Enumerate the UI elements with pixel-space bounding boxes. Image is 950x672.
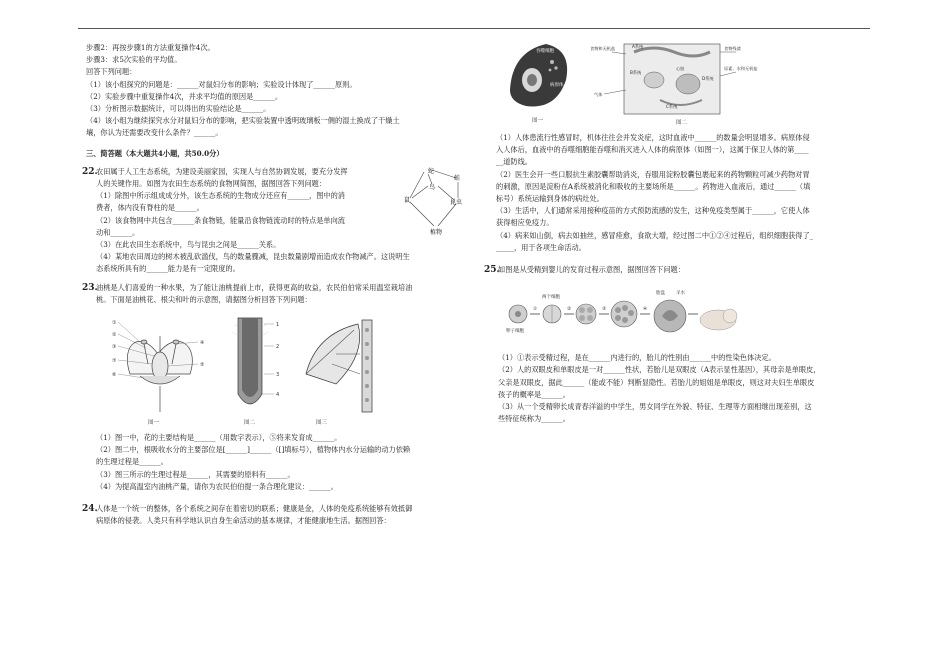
root-callout: 2: [276, 344, 280, 351]
figure-label: ③: [602, 307, 607, 313]
text-line: （1）图一中，花的主要结构是______（用数字表示），⑤将来发育成______。: [96, 433, 342, 443]
flower-callout: ④: [200, 340, 205, 347]
text-line: （3）分析图示数据统计，可以得出的实验结论是______。: [86, 104, 271, 114]
figure-label: 胎盘: [656, 291, 665, 297]
text-line: 孩子的概率是______。: [498, 389, 570, 399]
figure-label: 心脏: [676, 66, 685, 71]
text-line: （1）①表示受精过程，是在______内进行的，胎儿的性别由______中的性染色体决定。: [498, 353, 776, 363]
text-line: 步骤2：再按步骤1的方法重复操作4次。: [86, 43, 215, 52]
question-number: 22.: [82, 166, 98, 177]
root-callout: 3: [276, 372, 280, 379]
figure-label: 羊水: [676, 291, 685, 297]
text-line: 的刺激，原因是淀粉在A系统被消化和吸收的主要场所是______。药物进入血液后，通过______（填: [496, 181, 811, 191]
flower-callout: ⑦: [112, 358, 117, 365]
question-22: [82, 166, 476, 276]
text-line: 农田属于人工生态系统，为建设美丽家园，实现人与自然协调发展，要充分发挥: [96, 166, 348, 176]
flower-callout: ③: [112, 344, 117, 351]
text-line: （2）图二中，根吸收水分的主要部位是[______]______（[]填标号），植物体内水分运输的动力依赖: [96, 445, 411, 455]
plant-figures: [96, 314, 476, 432]
section-heading: 三、简答题（本大题共4小题，共50.0分）: [86, 148, 224, 158]
text-line: 动和______。: [96, 227, 140, 237]
text-line: 的生理过程是______。: [96, 457, 168, 467]
text-line: 标号）系统运输到身体的病灶处。: [496, 194, 604, 204]
question-23: [82, 282, 476, 493]
text-line: （1）人体患流行性感冒时，机体往往会并发炎症，这时血液中______的数量会明显增多。病原体侵: [496, 133, 810, 142]
figure-caption: 图一: [532, 118, 544, 124]
text-line: （3）生活中，人们通常采用接种疫苗的方式预防流感的发生，这种免疫类型属于______，它使人体: [496, 206, 810, 216]
text-line: （1）该小组探究的问题是：______对鼠妇分布的影响；实验设计体现了______原则。: [86, 79, 357, 89]
text-line: 获得相应免疫力。: [496, 218, 554, 228]
food-web-label: 蛙: [454, 174, 461, 182]
flower-callout: ②: [112, 332, 117, 339]
food-web-diagram: [398, 164, 472, 236]
question-number: 24.: [82, 504, 98, 515]
root-callout: 4: [276, 392, 280, 399]
figure-label: A系统: [632, 44, 644, 49]
text-line: 如图是从受精到婴儿的发育过程示意图，据图回答下问题：: [498, 265, 685, 275]
food-web-label: 植物: [430, 228, 443, 236]
leaf-figure: [296, 314, 386, 426]
text-line: （2）人的双眼皮和单眼皮是一对______性状，若胎儿是双眼皮（A表示显性基因），其母亲是单眼皮，: [498, 365, 821, 375]
text-line: __道防线。: [496, 157, 532, 167]
figure-label: ④: [643, 307, 648, 313]
figure-label: C系统: [666, 104, 678, 109]
figure-caption: 图二: [676, 120, 688, 126]
food-web-label: 蛇: [428, 167, 435, 175]
body-systems-figures: [496, 40, 868, 128]
figure-label: 尿素、水和无机盐: [724, 66, 758, 71]
question-24: [82, 503, 476, 527]
text-line: _____，用于各项生命活动。: [496, 242, 586, 252]
figure-caption: 图一: [148, 420, 160, 427]
text-line: 态系统所具有的______能力是有一定限度的。: [96, 264, 240, 274]
root-callout: 1: [276, 322, 280, 329]
left-column: [82, 42, 476, 527]
flower-callout: ①: [112, 320, 117, 327]
figure-label: 两个细胞: [542, 295, 560, 301]
figure-label: 吞噬细胞: [536, 49, 554, 54]
text-line: （4）某地农田周边的树木被乱砍滥伐，鸟的数量骤减，昆虫数量剧增而造成农作物减产。这说明生: [96, 252, 410, 262]
figure-label: ①: [533, 307, 538, 313]
food-web-label: 鼠: [404, 196, 411, 204]
development-figure: [504, 286, 744, 348]
figure-caption: 图三: [316, 420, 328, 427]
question-25: [484, 264, 868, 425]
right-column: [484, 40, 868, 425]
text-line: 油桃是人们喜爱的一种水果，为了能让油桃提前上市，获得更高的收益，农民伯伯常采用温室栽培油: [96, 282, 413, 292]
food-web-label: 鸟: [429, 183, 436, 191]
text-line: （2）实验步骤中重复操作4次，并求平均值的原因是______。: [86, 91, 283, 101]
figure-label: 食物和无机盐: [590, 46, 616, 51]
question-24-subquestions: [496, 132, 868, 254]
question-number: 23.: [82, 282, 98, 293]
text-line: （3）从一个受精卵长成青春洋溢的中学生，男女同学在外貌、特征、生理等方面相继出现差别，这: [498, 402, 812, 412]
text-line: 回答下列问题：: [86, 67, 137, 77]
food-web-label: 昆虫: [450, 198, 463, 206]
text-line: （3）图三所示的生理过程是______，其需要的原料有______。: [96, 469, 295, 479]
phagocyte-figure: [506, 40, 576, 126]
text-line: （2）医生会开一些口服抗生素胶囊帮助消炎，吞服用淀粉胶囊包裹起来的药物颗粒可减少药物对胃: [496, 169, 810, 179]
text-line: （4）为提高温室内油桃产量，请你为农民伯伯提一条合理化建议：______。: [96, 481, 338, 491]
text-line: 人体是一个统一的整体，各个系统之间存在着密切的联系；健康是金，人体的免疫系统能够有效抵御: [96, 504, 413, 514]
root-tip-figure: [220, 314, 290, 426]
text-line: （4）病来如山倒，病去如抽丝，感冒痊愈，食欲大增，经过图二中①②④过程后，组织细胞获得了_: [496, 230, 814, 240]
systems-figure: [590, 40, 760, 126]
text-line: 入人体后，血液中的吞噬细胞能吞噬和消灭进入人体的病原体（如图一），这属于保卫人体的第____: [496, 145, 809, 155]
figure-label: 病原体: [550, 83, 564, 88]
text-line: （1）除图中所示组成成分外，该生态系统的生物成分还应有______，图中的消: [96, 191, 345, 201]
text-line: 壤，你认为还需要改变什么条件？______。: [86, 128, 223, 138]
text-line: 病原体的侵袭。人类只有科学地认识自身生命活动的基本规律，才能健康地生活。据图回答：: [96, 516, 391, 526]
flower-callout: ⑥: [112, 372, 117, 379]
text-line: 桃。下面是油桃花、根尖和叶的示意图，请据图分析回答下列问题：: [96, 294, 312, 304]
figure-label: 卵子细胞: [506, 329, 524, 335]
text-line: （4）该小组为继续探究水分对鼠妇分布的影响，把实验装置中透明玻璃板一侧的湿土换成了干燥土: [86, 116, 400, 126]
flower-figure: [110, 314, 210, 426]
text-line: 人的关键作用。如图为农田生态系统的食物网简图，据图回答下列问题：: [96, 179, 327, 189]
text-line: 步骤3：求5次实验的平均值。: [86, 55, 182, 65]
flower-callout: ⑤: [200, 362, 205, 369]
figure-label: D系统: [702, 76, 714, 81]
figure-label: 食物残渣: [724, 46, 741, 51]
text-line: （3）在此农田生态系统中，鸟与昆虫之间是______关系。: [96, 240, 281, 250]
figure-label: B系统: [630, 70, 642, 75]
header-rule: [78, 28, 870, 29]
figure-caption: 图二: [244, 420, 256, 427]
figure-label: 气体: [594, 92, 603, 97]
text-line: 父亲是双眼皮，据此______（能或不能）判断显隐性。若胎儿的姐姐是单眼皮，则这对夫妇生单眼皮: [498, 377, 815, 387]
figure-label: ②: [567, 307, 572, 313]
text-line: 些特征统称为______。: [498, 414, 570, 424]
question-number: 25.: [484, 265, 500, 276]
text-line: 费者，体内没有脊柱的是______。: [96, 203, 204, 213]
text-line: （2）该食物网中共包含______条食物链，能量沿食物链流动时的特点是单向流: [96, 215, 345, 225]
